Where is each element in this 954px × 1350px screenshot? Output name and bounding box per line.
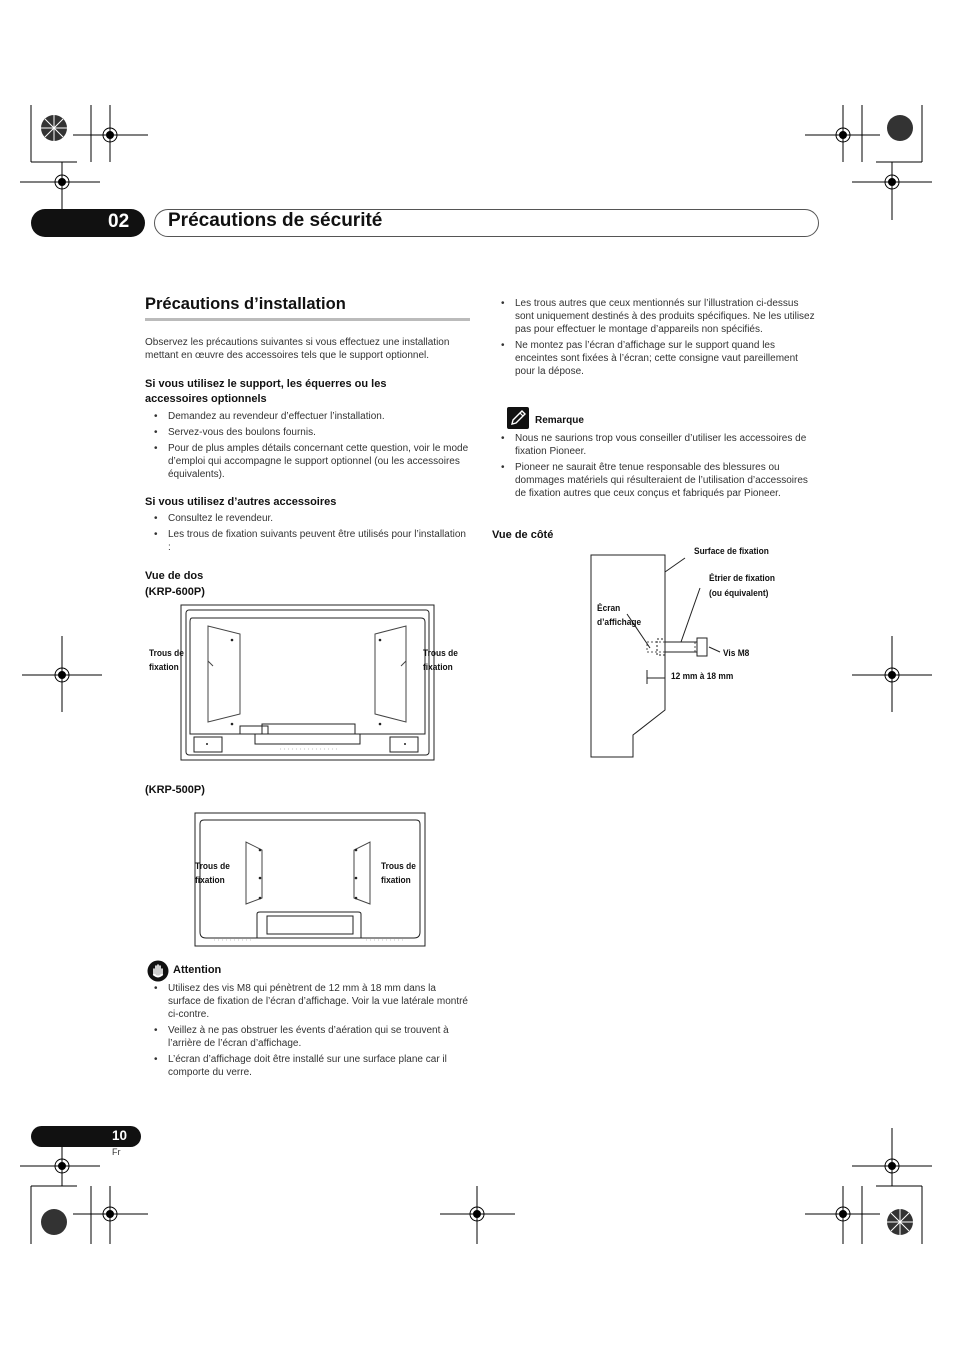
side-screen-label-2: d’affichage: [597, 617, 642, 628]
list-item: • Les trous autres que ceux mentionnés sur l’illustration ci-dessus sont uniquement destinés à des produits spécifiques. Ne les utilisez pas pour effectuer le montage d’appareils non spécifiés.: [492, 297, 817, 336]
back-view-model-500: (KRP-500P): [145, 784, 205, 796]
section-rule: [145, 318, 470, 321]
side-screen-label-1: Écran: [597, 603, 621, 614]
caution-hand-icon: [147, 960, 169, 982]
side-bracket-label-1: Étrier de fixation: [709, 573, 775, 584]
page-language: Fr: [112, 1147, 121, 1157]
sub1-heading: Si vous utilisez le support, les équerres ou les accessoires optionnels: [145, 378, 387, 405]
section-title: Précautions d’installation: [145, 295, 346, 313]
list-item: • Nous ne saurions trop vous conseiller d’utiliser les accessoires de fixation Pioneer.: [492, 432, 817, 458]
note-pencil-icon: [507, 407, 529, 429]
sub2-list: [145, 512, 470, 557]
right-list: [492, 297, 817, 381]
back-view-model-600: (KRP-600P): [145, 586, 205, 598]
side-depth-label: 12 mm à 18 mm: [671, 671, 734, 682]
sub1-list: [145, 410, 470, 484]
intro-text: Observez les précautions suivantes si vous effectuez une installation mettant en œuvre des accessoires tels que le support optionnel.: [145, 337, 450, 361]
krp600-right-label-2: fixation: [423, 662, 453, 673]
remark-list: [492, 432, 817, 503]
krp600-left-label-2: fixation: [149, 662, 179, 673]
list-item: • Consultez le revendeur.: [145, 512, 470, 525]
page-number: 10: [112, 1128, 128, 1143]
remark-title: Remarque: [535, 415, 584, 426]
attention-list: [145, 982, 470, 1082]
list-item: • L’écran d’affichage doit être installé sur une surface plane car il comporte du verre.: [145, 1053, 470, 1079]
krp500-left-label-1: Trous de: [195, 861, 230, 872]
krp600-left-label-1: Trous de: [149, 648, 184, 659]
back-view-krp600p-diagram: [180, 604, 435, 762]
krp500-right-label-2: fixation: [381, 875, 411, 886]
attention-title: Attention: [173, 964, 222, 976]
list-item: • Utilisez des vis M8 qui pénètrent de 12 mm à 18 mm dans la surface de fixation de l’écran d’affichage. Voir la vue latérale montré ci-contre.: [145, 982, 470, 1021]
list-item: • Pour de plus amples détails concernant cette question, voir le mode d’emploi qui accompagne le support optionnel (ou les accessoires équivalents).: [145, 442, 470, 481]
list-item: • Pioneer ne saurait être tenue responsable des blessures ou dommages matériels qui résulteraient de l’utilisation d’accessoires de fixation autres que ceux conçus et fabriqués par Pioneer.: [492, 461, 817, 500]
side-screw-label: Vis M8: [723, 648, 750, 659]
krp500-right-label-1: Trous de: [381, 861, 416, 872]
back-view-heading: Vue de dos: [145, 570, 204, 582]
side-surface-label: Surface de fixation: [694, 546, 769, 557]
side-view-heading: Vue de côté: [492, 529, 554, 541]
side-bracket-label-2: (ou équivalent): [709, 588, 769, 599]
chapter-number: 02: [108, 211, 130, 232]
list-item: • Ne montez pas l’écran d’affichage sur le support quand les enceintes sont fixées à l’écran; cette consigne vaut pareillement pour la dépose.: [492, 339, 817, 378]
list-item: • Les trous de fixation suivants peuvent être utilisés pour l’installation :: [145, 528, 470, 554]
sub2-heading: Si vous utilisez d’autres accessoires: [145, 496, 337, 508]
list-item: • Demandez au revendeur d’effectuer l’installation.: [145, 410, 470, 423]
krp500-left-label-2: fixation: [195, 875, 225, 886]
krp600-right-label-1: Trous de: [423, 648, 458, 659]
list-item: • Servez-vous des boulons fournis.: [145, 426, 470, 439]
list-item: • Veillez à ne pas obstruer les évents d’aération qui se trouvent à l’arrière de l’écran d’affichage.: [145, 1024, 470, 1050]
chapter-title: Précautions de sécurité: [168, 210, 383, 231]
